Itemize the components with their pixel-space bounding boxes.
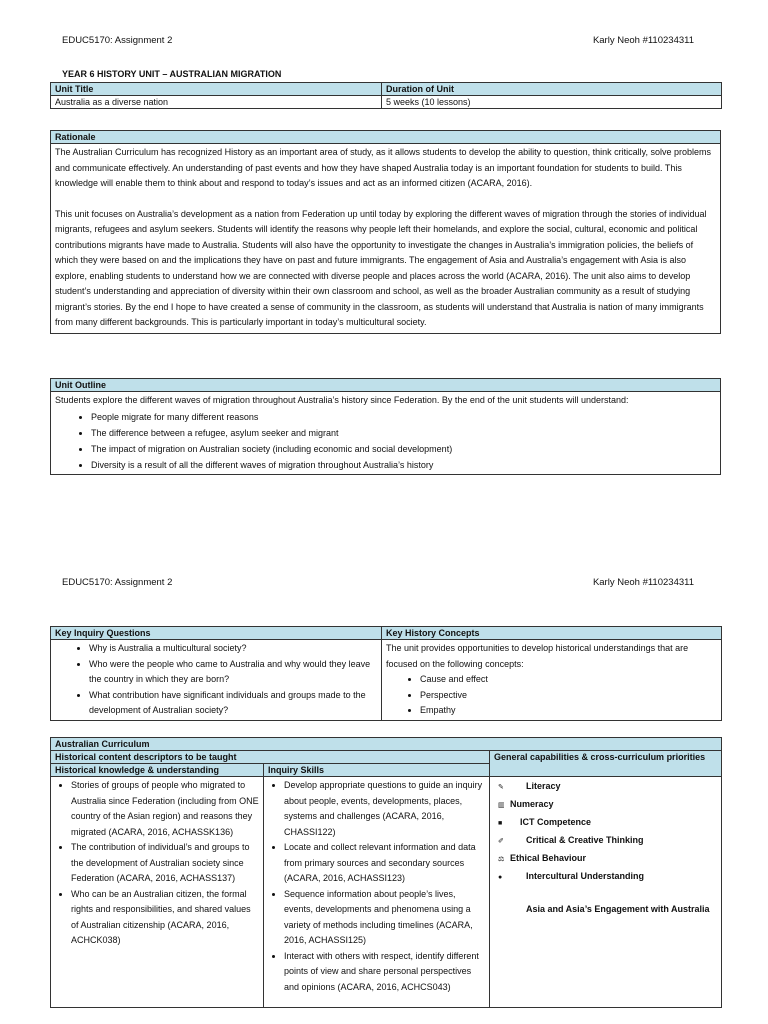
outline-list <box>55 409 716 473</box>
outline-intro: Students explore the different waves of migration throughout Australia’s history since Federation. By the end of the unit students will understand: <box>55 395 629 405</box>
capability-intercultural: ● Intercultural Understanding <box>498 868 717 886</box>
list-item: • Diversity is a result of all the different waves of migration throughout Australia’s history <box>91 457 716 473</box>
capability-critical-thinking: ✐ Critical & Creative Thinking <box>498 832 717 850</box>
list-item: • Who can be an Australian citizen, the formal rights and responsibilities, and shared values of Australian citizenship (ACARA, 2016, ACHCK038) <box>71 887 259 949</box>
list-item: • Empathy <box>420 703 717 719</box>
australian-curriculum-table <box>50 737 722 1008</box>
is-list <box>268 778 485 995</box>
khc-label: Key History Concepts <box>382 627 722 640</box>
list-item: • Locate and collect relevant information and data from primary sources and secondary sources (ACARA, 2016, ACHASSI123) <box>284 840 485 887</box>
page2-header-right: Karly Neoh #110234311 <box>592 577 694 588</box>
outline-label: Unit Outline <box>51 379 721 392</box>
list-item: • Interact with others with respect, identify different points of view and share personal perspectives and opinions (ACARA, 2016, ACHCS043) <box>284 949 485 996</box>
hku-label: Historical knowledge & understanding <box>51 764 264 777</box>
unit-outline-table <box>50 378 721 475</box>
khc-intro: The unit provides opportunities to develop historical understandings that are focused on the following concepts: <box>386 643 689 669</box>
rationale-paragraph-2: This unit focuses on Australia’s development as a nation from Federation up until today by exploring the different waves of migration through the stories of individual migrants, refugees and asylum seekers. Students will identify the reasons why people left their homelands, and explore the social, cultural, economic and political contributions migrants have made to Australia. Students will also have the opportunity to investigate the changes in Australia’s immigration policies, the beliefs of which they were based on and the implications they have on past and future immigrants. The engagement of Asia and Australia’s engagement with Asia is also explore, enabling students to understand how we are connected with diverse people and places across the world (ACARA, 2016). The unit also aims to develop student’s understanding and appreciation of diversity within their own classroom and school, as well as the broader Australian community as a result of studying migrant’s stories. By the end I hope to have created a sense of community in the classroom, as students will understand that Australia is nation of many immigrants from many different backgrounds. This is particularly important in today’s multicultural society. <box>55 208 707 327</box>
hku-list <box>55 778 259 949</box>
list-item: • Why is Australia a multicultural society? <box>89 641 377 657</box>
gc-label: General capabilities & cross-curriculum priorities <box>490 751 722 777</box>
computer-icon: ■ <box>498 820 503 827</box>
ac-label: Australian Curriculum <box>51 738 722 751</box>
khc-list <box>386 672 717 719</box>
list-item: • Perspective <box>420 688 717 704</box>
list-item: • Develop appropriate questions to guide an inquiry about people, events, developments, places, systems and challenges (ACARA, 2016, CHASSI122) <box>284 778 485 840</box>
unit-heading: YEAR 6 HISTORY UNIT – AUSTRALIAN MIGRATION <box>62 69 282 79</box>
capability-ict: ■ ICT Competence <box>498 814 717 832</box>
kiq-label: Key Inquiry Questions <box>51 627 382 640</box>
scales-icon: ⚖ <box>498 856 505 863</box>
duration-label: Duration of Unit <box>382 83 722 96</box>
list-item: • Sequence information about people’s lives, events, developments and phenomena using a variety of methods including timelines (ACARA, 2016, ACHASSI125) <box>284 887 485 949</box>
duration-value: 5 weeks (10 lessons) <box>382 96 722 109</box>
is-label: Inquiry Skills <box>264 764 490 777</box>
calculator-icon: ▥ <box>498 802 505 809</box>
list-item: • Cause and effect <box>420 672 717 688</box>
page1-header-left: EDUC5170: Assignment 2 <box>62 35 173 46</box>
pencil-icon: ✎ <box>498 784 504 791</box>
list-item: • What contribution have significant individuals and groups made to the development of Australian society? <box>89 688 377 719</box>
unit-title-label: Unit Title <box>51 83 382 96</box>
list-item: • Who were the people who came to Australia and why would they leave the country in which they are born? <box>89 657 377 688</box>
rationale-table <box>50 130 721 334</box>
unit-title-value: Australia as a diverse nation <box>51 96 382 109</box>
capability-literacy: ✎ Literacy <box>498 778 717 796</box>
rationale-label: Rationale <box>51 131 721 144</box>
inquiry-concepts-table <box>50 626 722 721</box>
rationale-paragraph-1: The Australian Curriculum has recognized History as an important area of study, as it allows students to develop the ability to question, think critically, solve problems and communicate effectively. An understanding of past events and how they have shaped Australia today is an important foundation for students to build. This knowledge will enable them to think about and respond to today’s issues and act as an informed citizen (ACARA, 2016). <box>55 147 711 188</box>
capability-ethical: ⚖ Ethical Behaviour <box>498 850 717 868</box>
globe-icon: ● <box>498 874 503 881</box>
list-item: • People migrate for many different reasons <box>91 409 716 425</box>
list-item: • Stories of groups of people who migrated to Australia since Federation (including from ONE country of the Asian region) and reasons they migrated (ACARA, 2016, ACHASSK136) <box>71 778 259 840</box>
page2-header-left: EDUC5170: Assignment 2 <box>62 577 173 588</box>
capability-numeracy: ▥ Numeracy <box>498 796 717 814</box>
lightbulb-icon: ✐ <box>498 838 504 845</box>
list-item: • The impact of migration on Australian society (including economic and social development) <box>91 441 716 457</box>
cross-curriculum-priority: Asia and Asia’s Engagement with Australia <box>526 904 710 914</box>
unit-title-table <box>50 82 722 109</box>
list-item: • The contribution of individual’s and groups to the development of Australian society since Federation (ACARA, 2016, ACHASS137) <box>71 840 259 887</box>
list-item: • The difference between a refugee, asylum seeker and migrant <box>91 425 716 441</box>
page1-header-right: Karly Neoh #110234311 <box>592 35 694 46</box>
hcd-label: Historical content descriptors to be taught <box>51 751 490 764</box>
kiq-list <box>55 641 377 719</box>
